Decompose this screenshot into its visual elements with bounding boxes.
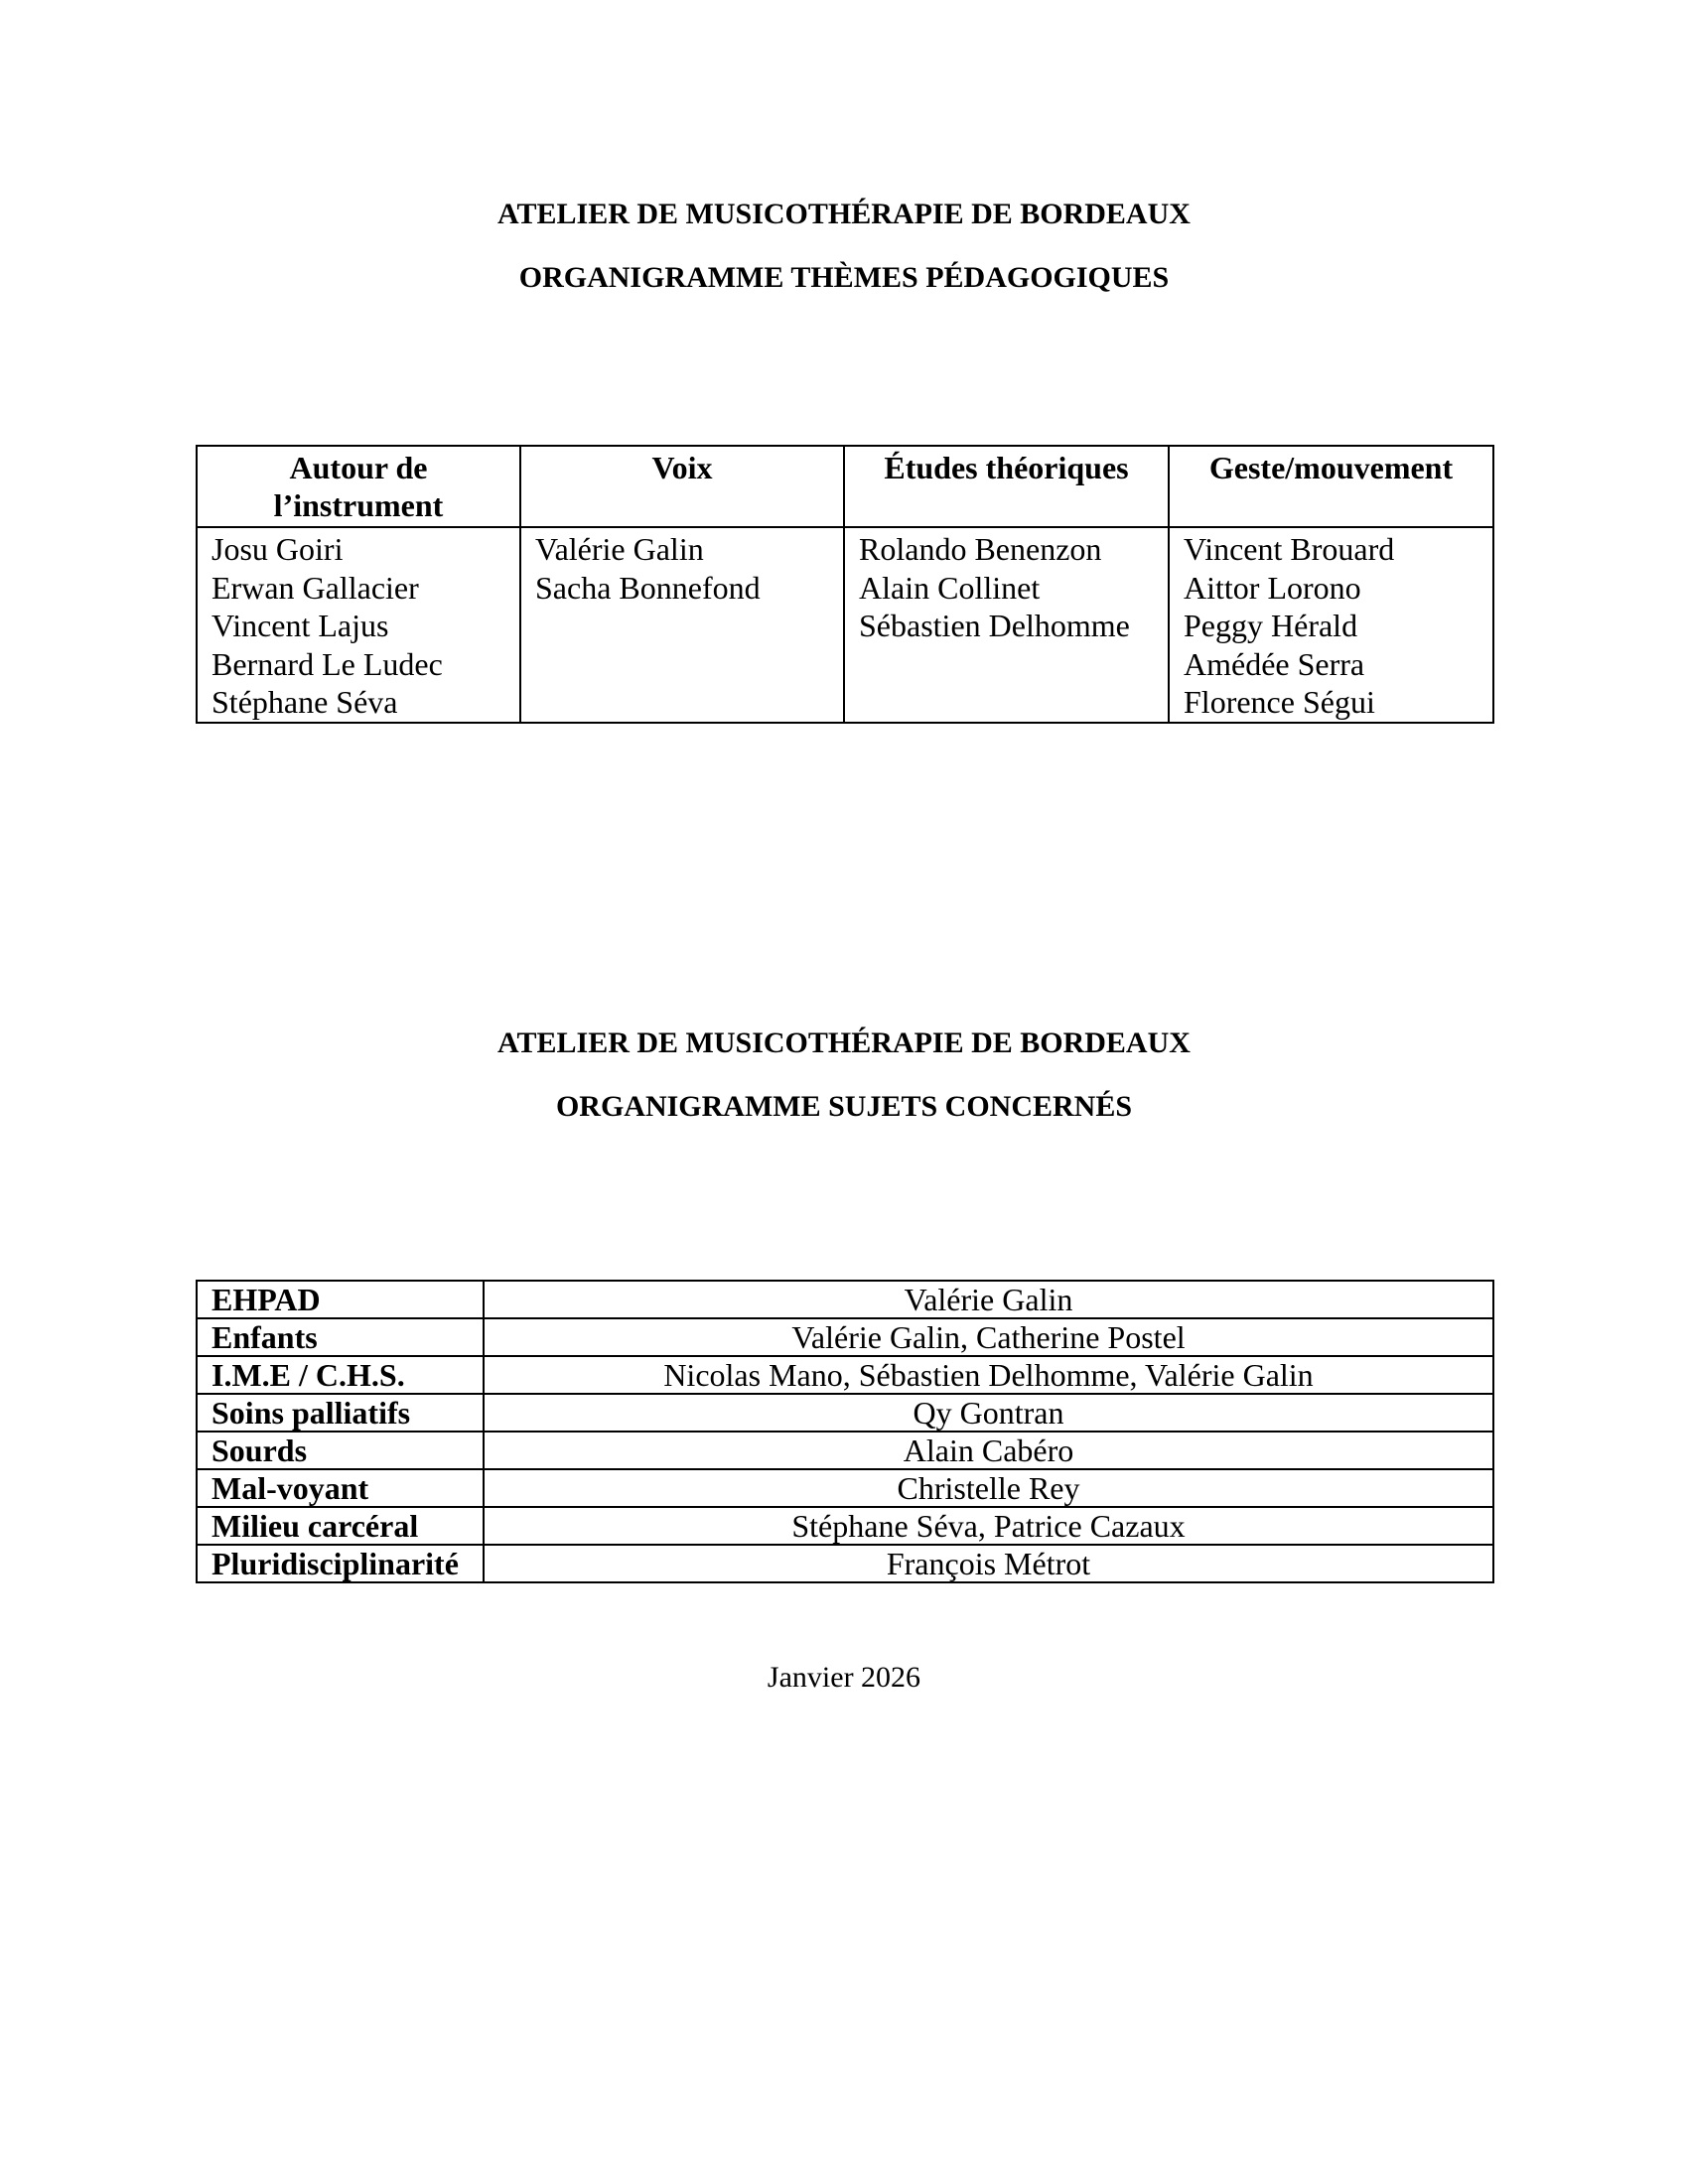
category-cell: I.M.E / C.H.S. bbox=[197, 1356, 484, 1394]
name-item: Stéphane Séva bbox=[211, 684, 398, 720]
themes-header-row bbox=[197, 446, 1493, 527]
table-row bbox=[197, 1318, 1493, 1356]
table-row bbox=[197, 1545, 1493, 1582]
column-header-geste: Geste/mouvement bbox=[1169, 446, 1493, 527]
name-item: Valérie Galin bbox=[535, 531, 704, 567]
table-row bbox=[197, 1356, 1493, 1394]
section2-title-line1: ATELIER DE MUSICOTHÉRAPIE DE BORDEAUX bbox=[497, 1026, 1191, 1059]
name-item: Sébastien Delhomme bbox=[859, 608, 1130, 643]
category-cell: Pluridisciplinarité bbox=[197, 1545, 484, 1582]
category-cell: Enfants bbox=[197, 1318, 484, 1356]
category-cell: Sourds bbox=[197, 1432, 484, 1469]
people-cell: Nicolas Mano, Sébastien Delhomme, Valérie Galin bbox=[484, 1356, 1493, 1394]
people-cell: Alain Cabéro bbox=[484, 1432, 1493, 1469]
name-item: Peggy Hérald bbox=[1184, 608, 1358, 643]
themes-table bbox=[196, 445, 1494, 724]
name-item: Josu Goiri bbox=[211, 531, 344, 567]
column-header-etudes: Études théoriques bbox=[844, 446, 1169, 527]
document-date: Janvier 2026 bbox=[767, 1661, 921, 1694]
section1-title-line2: ORGANIGRAMME THÈMES PÉDAGOGIQUES bbox=[518, 261, 1170, 294]
name-item: Rolando Benenzon bbox=[859, 531, 1102, 567]
names-cell-voix bbox=[520, 527, 844, 723]
people-cell: Stéphane Séva, Patrice Cazaux bbox=[484, 1507, 1493, 1545]
table-row bbox=[197, 1281, 1493, 1318]
table-row bbox=[197, 1507, 1493, 1545]
table-row bbox=[197, 1469, 1493, 1507]
name-item: Florence Ségui bbox=[1184, 684, 1375, 720]
names-cell-geste bbox=[1169, 527, 1493, 723]
category-cell: EHPAD bbox=[197, 1281, 484, 1318]
category-cell: Soins palliatifs bbox=[197, 1394, 484, 1432]
people-cell: Christelle Rey bbox=[484, 1469, 1493, 1507]
people-cell: Valérie Galin bbox=[484, 1281, 1493, 1318]
names-cell-etudes bbox=[844, 527, 1169, 723]
people-cell: Qy Gontran bbox=[484, 1394, 1493, 1432]
people-cell: François Métrot bbox=[484, 1545, 1493, 1582]
name-item: Sacha Bonnefond bbox=[535, 569, 761, 606]
section1-title-line1: ATELIER DE MUSICOTHÉRAPIE DE BORDEAUX bbox=[497, 198, 1191, 230]
column-header-voix: Voix bbox=[520, 446, 844, 527]
table-row bbox=[197, 1394, 1493, 1432]
column-header-instrument: Autour de l’instrument bbox=[197, 446, 520, 527]
name-item: Amédée Serra bbox=[1184, 645, 1365, 682]
people-cell: Valérie Galin, Catherine Postel bbox=[484, 1318, 1493, 1356]
name-item: Vincent Brouard bbox=[1184, 531, 1395, 567]
themes-names-row bbox=[197, 527, 1493, 723]
category-cell: Mal-voyant bbox=[197, 1469, 484, 1507]
section2-title-line2: ORGANIGRAMME SUJETS CONCERNÉS bbox=[555, 1090, 1133, 1123]
name-item: Bernard Le Ludec bbox=[211, 645, 443, 682]
names-cell-instrument bbox=[197, 527, 520, 723]
table-row bbox=[197, 1432, 1493, 1469]
sujets-table bbox=[196, 1280, 1494, 1583]
category-cell: Milieu carcéral bbox=[197, 1507, 484, 1545]
name-item: Erwan Gallacier bbox=[211, 569, 419, 606]
name-item: Alain Collinet bbox=[859, 569, 1041, 606]
name-item: Aittor Lorono bbox=[1184, 569, 1361, 606]
name-item: Vincent Lajus bbox=[211, 608, 389, 643]
